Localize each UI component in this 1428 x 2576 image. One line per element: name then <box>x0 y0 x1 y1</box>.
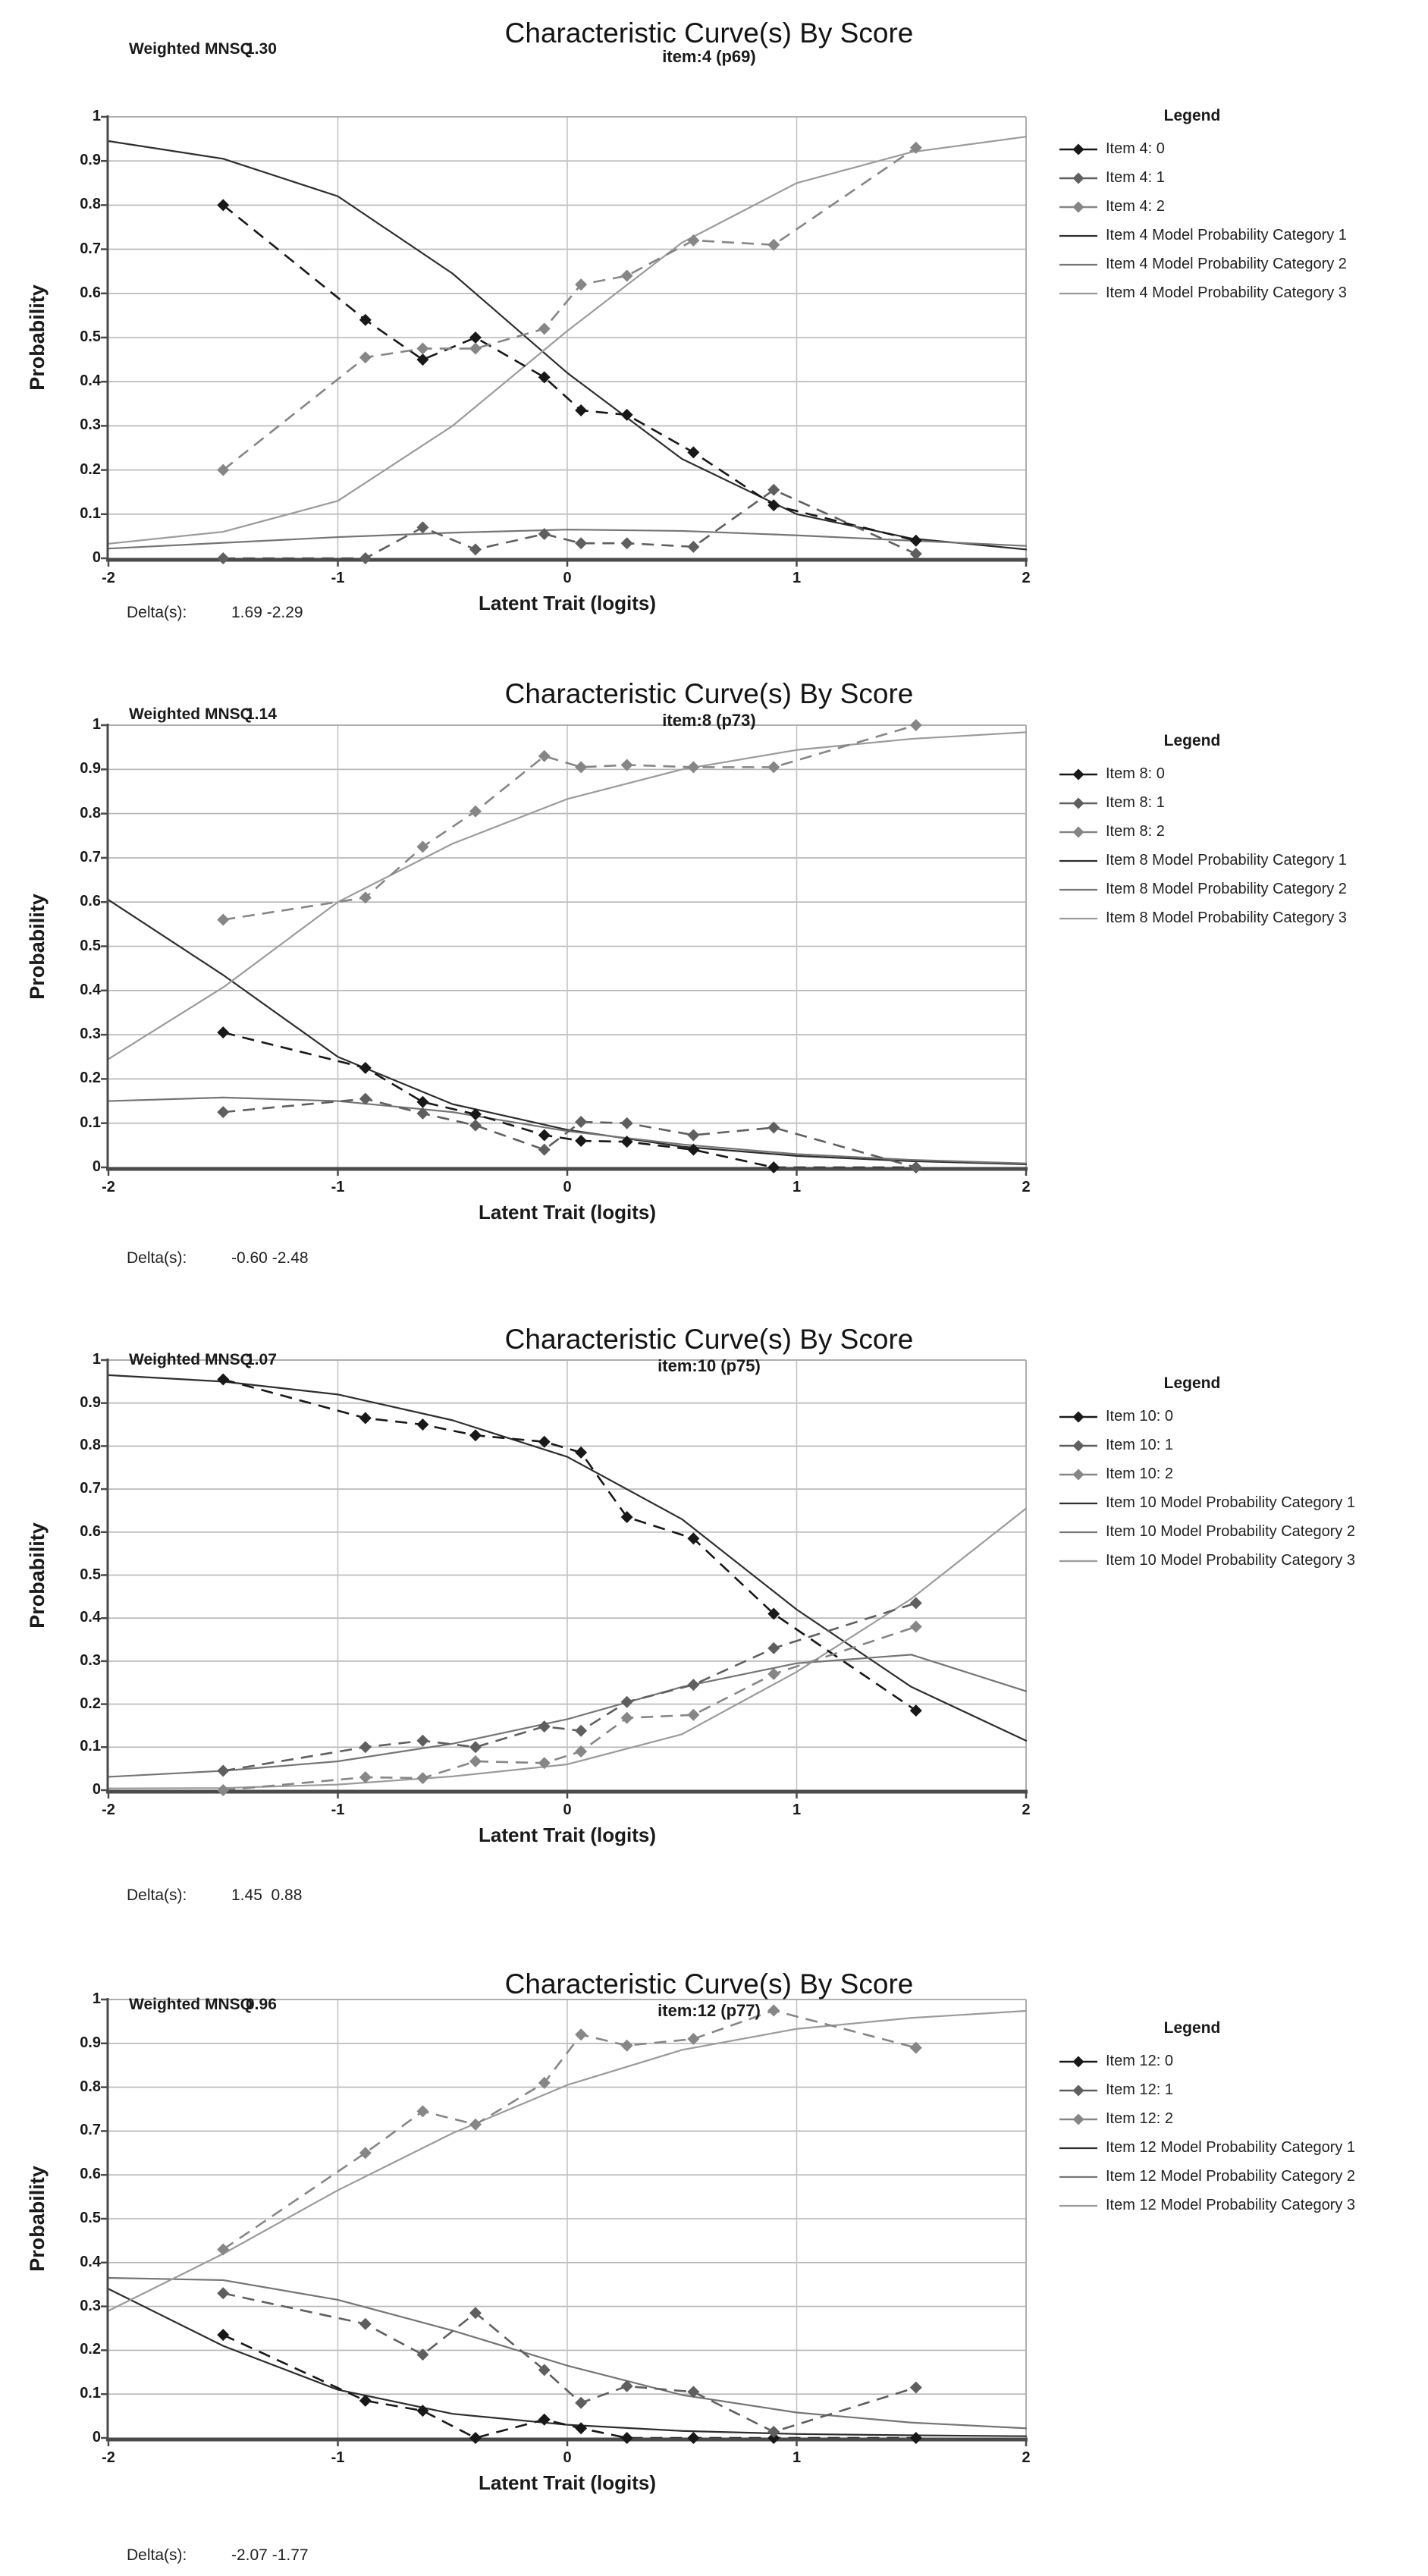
data-point-marker <box>359 1062 372 1074</box>
x-tick-label: -2 <box>102 570 115 586</box>
data-point-marker <box>910 719 922 731</box>
chart-title: Characteristic Curve(s) By Score <box>504 1324 914 1355</box>
legend-diamond <box>1073 2085 1084 2097</box>
weighted-mnsq-label: Weighted MNSQ <box>129 1996 253 2013</box>
y-tick-label: 0.1 <box>80 504 101 522</box>
data-point-marker <box>621 1117 633 1129</box>
legend-marker-item-8-category-2 <box>1059 882 1098 897</box>
delta-values: -2.07 -1.77 <box>231 2546 309 2564</box>
data-point-marker <box>621 2040 633 2052</box>
data-point-marker <box>575 1725 587 1737</box>
chart-subtitle: item:12 (p77) <box>658 2001 761 2020</box>
legend-marker-item-10-category-3 <box>1059 1553 1098 1569</box>
legend-marker-item-4-score-2 <box>1059 199 1098 215</box>
data-point-marker <box>687 1129 699 1141</box>
y-tick-label: 0.1 <box>80 1738 101 1755</box>
data-point-marker <box>469 543 482 555</box>
observed-series-item-4-score-1 <box>223 490 916 558</box>
y-tick-label: 0.6 <box>80 1522 101 1540</box>
data-point-marker <box>910 2432 922 2444</box>
x-tick-label: 0 <box>563 2449 572 2466</box>
x-tick-label: -2 <box>102 2449 115 2466</box>
legend-entry-label: Item 8 Model Probability Category 3 <box>1106 909 1347 926</box>
y-tick-label: 0.4 <box>80 981 101 998</box>
y-tick-label: 0.7 <box>80 2122 101 2139</box>
legend-entry-label: Item 4 Model Probability Category 3 <box>1106 284 1347 301</box>
data-point-marker <box>469 1120 482 1132</box>
legend-entry-label: Item 8: 0 <box>1106 765 1165 782</box>
x-tick-label: -1 <box>331 1802 345 1818</box>
chart-subtitle: item:10 (p75) <box>658 1356 761 1375</box>
y-tick-label: 0.2 <box>80 1070 101 1087</box>
y-tick-label: 0.3 <box>80 416 101 434</box>
y-tick-label: 0.9 <box>80 152 101 169</box>
data-point-marker <box>359 314 372 326</box>
data-point-marker <box>469 2432 482 2444</box>
y-tick-label: 0.9 <box>80 2034 101 2051</box>
y-tick-label: 1 <box>92 108 101 124</box>
legend-diamond <box>1073 1469 1084 1481</box>
observed-series-item-10-score-1 <box>223 1603 916 1770</box>
y-tick-label: 0.4 <box>80 2253 101 2270</box>
data-point-marker <box>767 761 780 773</box>
data-point-marker <box>575 1135 587 1147</box>
legend-diamond <box>1073 769 1084 781</box>
x-tick-label: 1 <box>792 2449 802 2466</box>
x-tick-label: 0 <box>563 1179 572 1195</box>
plot-grid <box>108 117 1026 558</box>
observed-series-item-4-score-0 <box>223 205 916 540</box>
y-tick-label: 0.7 <box>80 848 101 865</box>
legend-diamond <box>1073 798 1084 809</box>
legend-entry-label: Item 4: 1 <box>1106 169 1165 186</box>
data-point-marker <box>538 1144 551 1156</box>
data-point-marker <box>469 1741 482 1753</box>
legend-title: Legend <box>1163 732 1221 749</box>
y-tick-label: 1 <box>92 716 101 733</box>
x-tick-label: -1 <box>331 1179 345 1195</box>
legend-diamond <box>1073 202 1084 213</box>
observed-series-item-12-score-1 <box>223 2293 916 2432</box>
data-point-marker <box>767 1642 780 1654</box>
x-tick-label: 0 <box>563 570 572 586</box>
data-point-marker <box>767 2004 780 2016</box>
legend-marker-item-4-category-2 <box>1059 257 1098 272</box>
y-axis-title: Probability <box>25 893 49 1000</box>
x-tick-label: 2 <box>1022 2449 1031 2466</box>
legend-entry-label: Item 12: 1 <box>1106 2081 1173 2098</box>
legend-entry-label: Item 4: 0 <box>1106 140 1165 157</box>
observed-markers-item-4-score-1 <box>217 484 922 564</box>
data-point-marker <box>538 1720 551 1733</box>
y-tick-label: 0.4 <box>80 1609 101 1626</box>
legend-marker-item-8-score-1 <box>1059 796 1098 811</box>
data-point-marker <box>910 1704 922 1717</box>
chart-block-item-12 <box>0 1932 1428 2576</box>
delta-label: Delta(s): <box>127 604 187 621</box>
data-point-marker <box>767 1161 780 1173</box>
data-point-marker <box>910 1161 922 1173</box>
y-tick-label: 0 <box>92 2429 101 2446</box>
data-point-marker <box>910 2382 922 2394</box>
x-tick-label: -1 <box>331 570 345 586</box>
legend-marker-item-12-category-3 <box>1059 2198 1098 2213</box>
x-tick-label: 2 <box>1022 1802 1031 1818</box>
weighted-mnsq-value: 1.14 <box>246 705 277 723</box>
y-tick-label: 0.8 <box>80 196 101 213</box>
observed-series-item-4-score-2 <box>223 148 916 470</box>
legend-marker-item-10-category-1 <box>1059 1496 1098 1511</box>
chart-subtitle: item:8 (p73) <box>662 711 756 730</box>
legend-diamond <box>1073 1412 1084 1423</box>
legend-marker-item-10-score-1 <box>1059 1438 1098 1453</box>
legend-entry-label: Item 10: 0 <box>1106 1408 1173 1425</box>
data-point-marker <box>359 351 372 363</box>
y-tick-label: 0 <box>92 1158 101 1175</box>
data-point-marker <box>575 761 587 773</box>
data-point-marker <box>469 1755 482 1767</box>
x-axis-title: Latent Trait (logits) <box>479 2471 656 2494</box>
legend-marker-item-4-category-3 <box>1059 286 1098 301</box>
legend-entry-label: Item 10 Model Probability Category 2 <box>1106 1523 1356 1540</box>
y-tick-label: 0.6 <box>80 893 101 910</box>
data-point-marker <box>416 521 428 533</box>
legend-marker-item-8-score-0 <box>1059 767 1098 782</box>
data-point-marker <box>575 537 587 549</box>
data-point-marker <box>767 484 780 496</box>
data-point-marker <box>575 1116 587 1128</box>
y-tick-label: 0 <box>92 549 101 566</box>
legend-entry-label: Item 12 Model Probability Category 2 <box>1106 2168 1356 2185</box>
data-point-marker <box>217 1374 229 1386</box>
data-point-marker <box>359 552 372 564</box>
observed-series-item-12-score-2 <box>223 2010 916 2249</box>
observed-markers-item-12-score-1 <box>217 2287 922 2438</box>
observed-markers-item-8-score-2 <box>217 719 922 926</box>
legend-title: Legend <box>1163 2019 1221 2037</box>
legend-entry-label: Item 10: 1 <box>1106 1437 1173 1453</box>
y-tick-label: 0.9 <box>80 760 101 778</box>
y-axis-title: Probability <box>25 284 49 391</box>
chart-title: Characteristic Curve(s) By Score <box>504 678 914 709</box>
chart-subtitle: item:4 (p69) <box>662 47 756 66</box>
legend-marker-item-12-score-2 <box>1059 2112 1098 2127</box>
data-point-marker <box>687 761 699 773</box>
data-point-marker <box>538 322 551 335</box>
chart-block-item-4 <box>0 0 1428 644</box>
data-point-marker <box>469 806 482 818</box>
legend-diamond <box>1073 2056 1084 2068</box>
observed-markers-item-10-score-1 <box>217 1597 922 1776</box>
data-point-marker <box>217 1764 229 1776</box>
chart-title: Characteristic Curve(s) By Score <box>504 17 914 49</box>
y-tick-label: 0.1 <box>80 2385 101 2402</box>
y-tick-label: 0.7 <box>80 240 101 257</box>
data-point-marker <box>416 1096 428 1108</box>
y-tick-label: 0.3 <box>80 2297 101 2314</box>
legend-marker-item-8-category-3 <box>1059 911 1098 926</box>
data-point-marker <box>416 353 428 366</box>
observed-markers-item-10-score-0 <box>217 1374 922 1717</box>
y-tick-label: 0.5 <box>80 2210 101 2226</box>
legend-title: Legend <box>1163 107 1221 124</box>
y-tick-label: 0.6 <box>80 2166 101 2183</box>
y-tick-label: 0 <box>92 1781 101 1798</box>
observed-markers-item-10-score-2 <box>217 1621 922 1796</box>
data-point-marker <box>416 1772 428 1784</box>
legend-entry-label: Item 10 Model Probability Category 3 <box>1106 1552 1356 1569</box>
plot-grid <box>108 1360 1026 1790</box>
y-tick-label: 1 <box>92 1990 101 2007</box>
x-tick-label: 1 <box>792 1179 802 1195</box>
weighted-mnsq-label: Weighted MNSQ <box>129 1351 253 1368</box>
x-tick-label: -2 <box>102 1802 115 1818</box>
legend-marker-item-8-category-1 <box>1059 853 1098 869</box>
y-tick-label: 0.2 <box>80 2341 101 2358</box>
observed-series-item-8-score-2 <box>223 725 916 920</box>
y-tick-label: 1 <box>92 1351 101 1368</box>
legend-marker-item-4-category-1 <box>1059 228 1098 243</box>
weighted-mnsq-value: 1.30 <box>246 40 277 58</box>
data-point-marker <box>416 1418 428 1431</box>
legend-entry-label: Item 12: 2 <box>1106 2110 1173 2127</box>
delta-values: 1.69 -2.29 <box>231 604 303 621</box>
legend-entry-label: Item 12 Model Probability Category 3 <box>1106 2197 1356 2213</box>
data-point-marker <box>217 914 229 926</box>
observed-markers-item-8-score-1 <box>217 1093 922 1173</box>
x-axis-title: Latent Trait (logits) <box>479 1201 656 1224</box>
x-tick-label: 2 <box>1022 1179 1031 1195</box>
chart-title: Characteristic Curve(s) By Score <box>504 1968 914 2000</box>
legend-entry-label: Item 10 Model Probability Category 1 <box>1106 1494 1356 1511</box>
legend-marker-item-10-category-2 <box>1059 1525 1098 1540</box>
x-tick-label: 2 <box>1022 570 1031 586</box>
y-tick-label: 0.3 <box>80 1026 101 1043</box>
data-point-marker <box>575 2397 587 2409</box>
legend-marker-item-12-category-1 <box>1059 2141 1098 2156</box>
legend-entry-label: Item 10: 2 <box>1106 1465 1173 1482</box>
y-tick-label: 0.5 <box>80 1566 101 1583</box>
data-point-marker <box>687 234 699 247</box>
legend-entry-label: Item 12: 0 <box>1106 2053 1173 2069</box>
data-point-marker <box>416 1735 428 1747</box>
data-point-marker <box>621 537 633 549</box>
weighted-mnsq-label: Weighted MNSQ <box>129 40 253 58</box>
data-point-marker <box>469 2119 482 2131</box>
legend-marker-item-12-score-1 <box>1059 2083 1098 2098</box>
data-point-marker <box>538 1129 551 1141</box>
data-point-marker <box>217 1784 229 1796</box>
data-point-marker <box>217 552 229 564</box>
legend-marker-item-4-score-0 <box>1059 142 1098 157</box>
legend-diamond <box>1073 1440 1084 1452</box>
legend-marker-item-10-score-0 <box>1059 1409 1098 1425</box>
data-point-marker <box>469 343 482 355</box>
y-tick-label: 0.8 <box>80 804 101 821</box>
observed-markers-item-12-score-2 <box>217 2004 922 2255</box>
delta-values: -0.60 -2.48 <box>231 1249 309 1267</box>
plot-grid <box>108 725 1026 1167</box>
delta-label: Delta(s): <box>127 1886 187 1904</box>
data-point-marker <box>687 541 699 553</box>
y-tick-label: 0.3 <box>80 1651 101 1669</box>
y-axis-title: Probability <box>25 1522 49 1629</box>
y-tick-label: 0.5 <box>80 328 101 345</box>
data-point-marker <box>687 1679 699 1691</box>
x-tick-label: -2 <box>102 1179 115 1195</box>
data-point-marker <box>575 404 587 416</box>
data-point-marker <box>621 1511 633 1523</box>
legend-entry-label: Item 8: 1 <box>1106 794 1165 811</box>
legend-entry-label: Item 12 Model Probability Category 1 <box>1106 2139 1356 2156</box>
y-tick-label: 0.2 <box>80 460 101 478</box>
legend-entry-label: Item 8: 2 <box>1106 823 1165 840</box>
legend-entry-label: Item 8 Model Probability Category 1 <box>1106 852 1347 869</box>
legend-entry-label: Item 4 Model Probability Category 2 <box>1106 256 1347 272</box>
data-point-marker <box>416 343 428 355</box>
y-tick-label: 0.4 <box>80 372 101 390</box>
data-point-marker <box>621 1712 633 1724</box>
observed-series-item-10-score-2 <box>223 1627 916 1790</box>
delta-values: 1.45 0.88 <box>231 1886 303 1904</box>
data-point-marker <box>687 446 699 458</box>
weighted-mnsq-value: 0.96 <box>246 1996 277 2013</box>
legend-entry-label: Item 4: 2 <box>1106 198 1165 215</box>
legend-marker-item-12-category-2 <box>1059 2169 1098 2185</box>
legend-diamond <box>1073 144 1084 156</box>
y-tick-label: 0.5 <box>80 937 101 954</box>
y-tick-label: 0.7 <box>80 1480 101 1497</box>
data-point-marker <box>217 1106 229 1118</box>
delta-label: Delta(s): <box>127 2546 187 2564</box>
legend-marker-item-8-score-2 <box>1059 825 1098 840</box>
data-point-marker <box>575 1447 587 1459</box>
data-point-marker <box>469 1429 482 1441</box>
x-axis-title: Latent Trait (logits) <box>479 592 656 614</box>
data-point-marker <box>359 1741 372 1753</box>
delta-label: Delta(s): <box>127 1249 187 1267</box>
legend-entry-label: Item 8 Model Probability Category 2 <box>1106 881 1347 897</box>
data-point-marker <box>621 409 633 421</box>
y-tick-label: 0.8 <box>80 2078 101 2095</box>
y-tick-label: 0.9 <box>80 1393 101 1411</box>
observed-markers-item-4-score-0 <box>217 199 922 546</box>
data-point-marker <box>416 840 428 853</box>
data-point-marker <box>469 331 482 344</box>
data-point-marker <box>621 1696 633 1708</box>
y-tick-label: 0.1 <box>80 1114 101 1131</box>
data-point-marker <box>687 2432 699 2444</box>
data-point-marker <box>621 2432 633 2444</box>
x-tick-label: 1 <box>792 570 802 586</box>
y-tick-label: 0.2 <box>80 1695 101 1712</box>
weighted-mnsq-label: Weighted MNSQ <box>129 705 253 723</box>
data-point-marker <box>910 1621 922 1633</box>
x-tick-label: 1 <box>792 1802 802 1818</box>
data-point-marker <box>910 535 922 547</box>
legend-title: Legend <box>1163 1374 1221 1392</box>
data-point-marker <box>687 1709 699 1721</box>
legend-entry-label: Item 4 Model Probability Category 1 <box>1106 227 1347 243</box>
data-point-marker <box>767 1668 780 1680</box>
data-point-marker <box>359 2318 372 2330</box>
plot-canvas-item-4 <box>0 0 1428 644</box>
y-tick-label: 0.6 <box>80 284 101 301</box>
data-point-marker <box>575 2028 587 2040</box>
data-point-marker <box>217 1026 229 1038</box>
x-axis-title: Latent Trait (logits) <box>479 1824 656 1846</box>
weighted-mnsq-value: 1.07 <box>246 1351 277 1368</box>
legend-marker-item-10-score-2 <box>1059 1467 1098 1482</box>
plot-grid <box>108 2000 1026 2438</box>
data-point-marker <box>767 2426 780 2438</box>
data-point-marker <box>217 2287 229 2299</box>
data-point-marker <box>217 2243 229 2255</box>
data-point-marker <box>621 270 633 282</box>
data-point-marker <box>359 1412 372 1425</box>
legend-diamond <box>1073 827 1084 838</box>
observed-markers-item-12-score-0 <box>217 2329 922 2444</box>
legend-diamond <box>1073 2114 1084 2125</box>
legend-marker-item-12-score-0 <box>1059 2054 1098 2069</box>
x-tick-label: -1 <box>331 2449 345 2466</box>
y-axis-title: Probability <box>25 2166 49 2272</box>
data-point-marker <box>575 2422 587 2434</box>
chart-block-item-8 <box>0 644 1428 1288</box>
legend-diamond <box>1073 173 1084 184</box>
y-tick-label: 0.8 <box>80 1437 101 1454</box>
chart-block-item-10 <box>0 1288 1428 1932</box>
legend-marker-item-4-score-1 <box>1059 171 1098 186</box>
data-point-marker <box>217 2329 229 2341</box>
x-tick-label: 0 <box>563 1802 572 1818</box>
